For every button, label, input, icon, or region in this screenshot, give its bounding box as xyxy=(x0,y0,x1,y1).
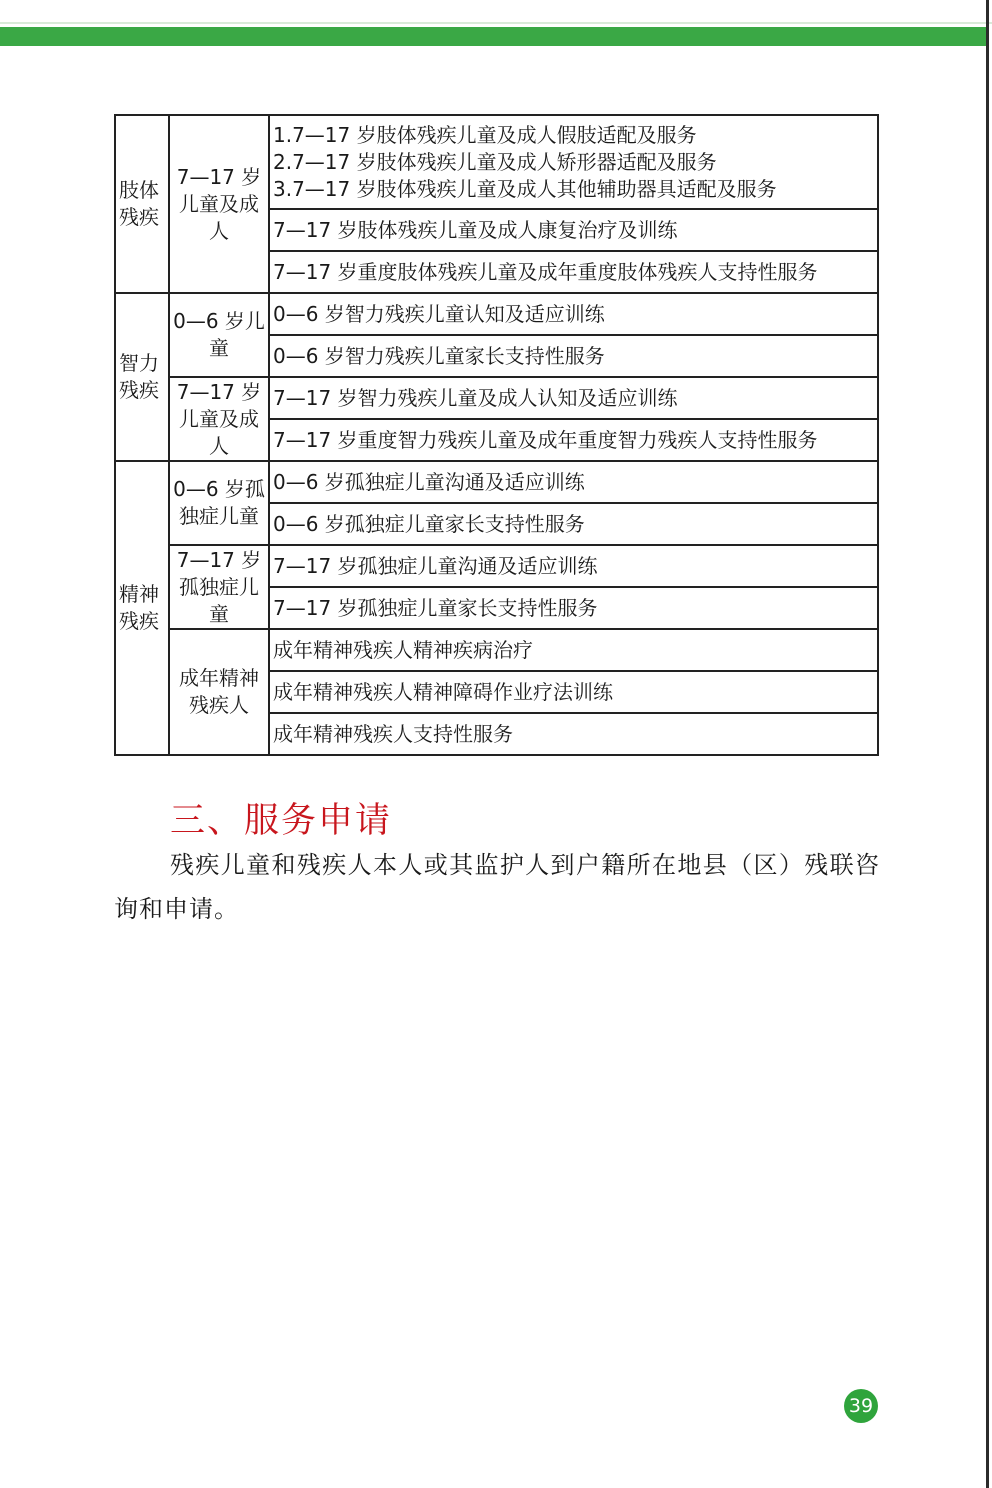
age-group-cell: 7—17 岁儿童及成人 xyxy=(169,115,269,293)
service-item: 3.7—17 岁肢体残疾儿童及成人其他辅助器具适配及服务 xyxy=(273,176,777,201)
service-item: 7—17 岁重度智力残疾儿童及成年重度智力残疾人支持性服务 xyxy=(269,419,878,461)
table-row xyxy=(115,545,878,587)
service-item-cell xyxy=(269,115,878,209)
category-cell: 精神残疾 xyxy=(115,461,169,755)
service-item: 成年精神残疾人精神障碍作业疗法训练 xyxy=(269,671,878,713)
age-group-cell: 成年精神残疾人 xyxy=(169,629,269,755)
service-item: 2.7—17 岁肢体残疾儿童及成人矫形器适配及服务 xyxy=(273,149,717,174)
page-number-badge: 39 xyxy=(844,1389,878,1423)
age-group-cell: 7—17 岁儿童及成人 xyxy=(169,377,269,461)
service-item: 7—17 岁肢体残疾儿童及成人康复治疗及训练 xyxy=(269,209,878,251)
category-cell: 智力残疾 xyxy=(115,293,169,461)
page-edge xyxy=(986,0,989,1488)
header-green-bar xyxy=(0,27,989,46)
service-item: 7—17 岁孤独症儿童家长支持性服务 xyxy=(269,587,878,629)
table-row xyxy=(115,115,878,209)
section-body: 残疾儿童和残疾人本人或其监护人到户籍所在地县（区）残联咨询和申请。 xyxy=(114,851,880,923)
table-row xyxy=(115,377,878,419)
category-cell: 肢体残疾 xyxy=(115,115,169,293)
service-item: 7—17 岁智力残疾儿童及成人认知及适应训练 xyxy=(269,377,878,419)
service-item: 成年精神残疾人精神疾病治疗 xyxy=(269,629,878,671)
table-row xyxy=(115,293,878,335)
service-item: 0—6 岁孤独症儿童沟通及适应训练 xyxy=(269,461,878,503)
service-item: 7—17 岁重度肢体残疾儿童及成年重度肢体残疾人支持性服务 xyxy=(269,251,878,293)
header-rule-thin xyxy=(0,22,992,24)
service-item: 1.7—17 岁肢体残疾儿童及成人假肢适配及服务 xyxy=(273,122,697,147)
table-row xyxy=(115,629,878,671)
service-item: 0—6 岁孤独症儿童家长支持性服务 xyxy=(269,503,878,545)
age-group-cell: 0—6 岁孤独症儿童 xyxy=(169,461,269,545)
service-item: 7—17 岁孤独症儿童沟通及适应训练 xyxy=(269,545,878,587)
age-group-cell: 0—6 岁儿童 xyxy=(169,293,269,377)
service-item: 成年精神残疾人支持性服务 xyxy=(269,713,878,755)
service-table xyxy=(114,114,879,756)
table-row xyxy=(115,461,878,503)
section-title: 三、服务申请 xyxy=(170,801,393,841)
service-item: 0—6 岁智力残疾儿童认知及适应训练 xyxy=(269,293,878,335)
service-item: 0—6 岁智力残疾儿童家长支持性服务 xyxy=(269,335,878,377)
age-group-cell: 7—17 岁孤独症儿童 xyxy=(169,545,269,629)
